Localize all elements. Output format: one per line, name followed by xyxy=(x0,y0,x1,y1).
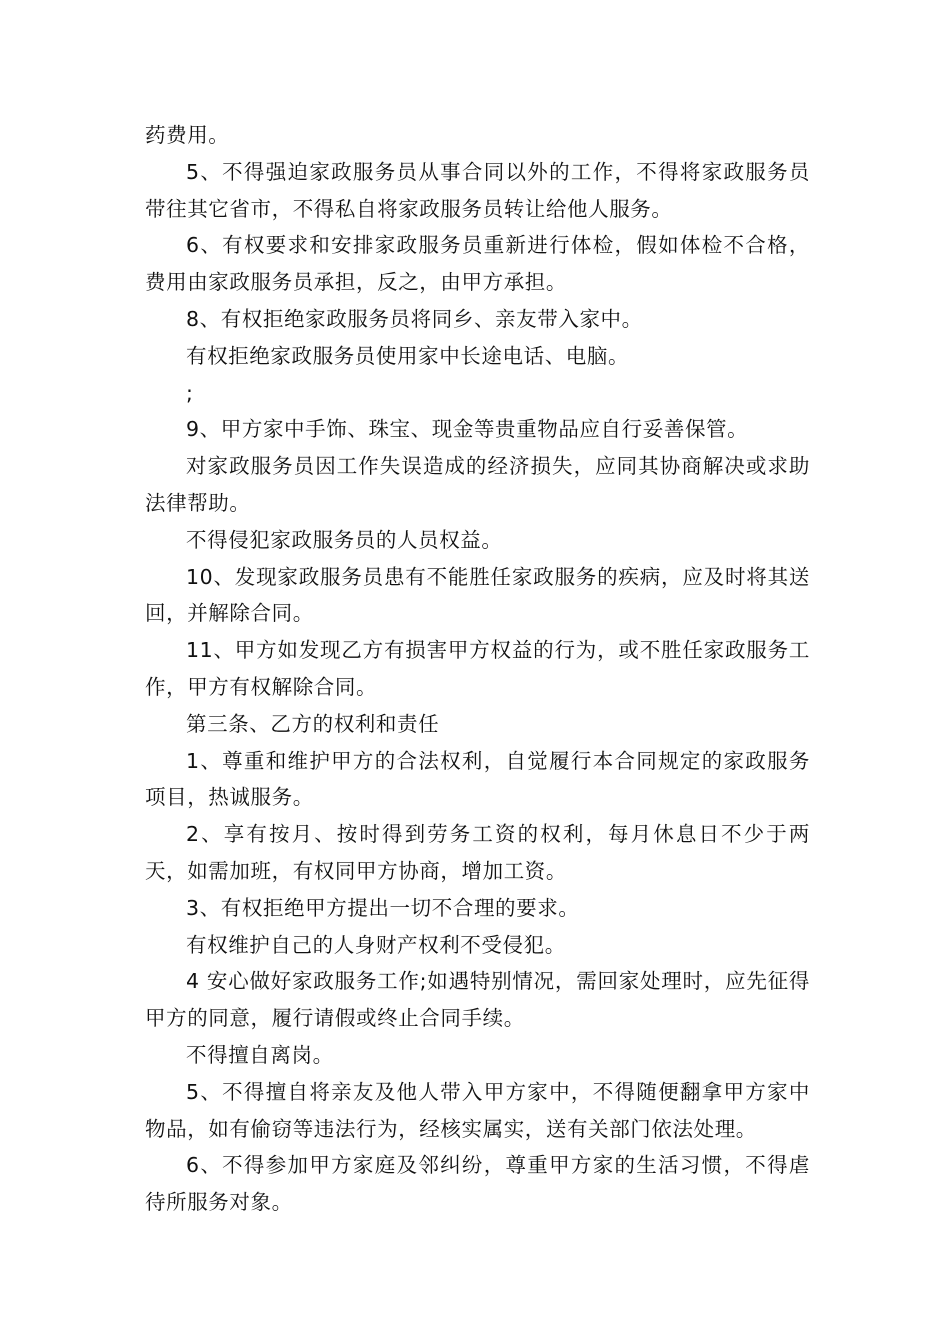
paragraph: 5、不得强迫家政服务员从事合同以外的工作，不得将家政服务员带往其它省市，不得私自将家政服务员转让给他人服务。 xyxy=(145,159,810,221)
paragraph: 2、享有按月、按时得到劳务工资的权利，每月休息日不少于两天，如需加班，有权同甲方协商，增加工资。 xyxy=(145,822,810,883)
paragraph: ; xyxy=(186,380,194,405)
paragraph: 不得擅自离岗。 xyxy=(186,1042,334,1067)
paragraph: 3、有权拒绝甲方提出一切不合理的要求。 xyxy=(186,895,580,920)
paragraph: 有权维护自己的人身财产权利不受侵犯。 xyxy=(186,932,566,957)
paragraph: 6、不得参加甲方家庭及邻纠纷，尊重甲方家的生活习惯，不得虐待所服务对象。 xyxy=(145,1153,810,1215)
paragraph: 5、不得擅自将亲友及他人带入甲方家中，不得随便翻拿甲方家中物品，如有偷窃等违法行为，经核实属实，送有关部门依法处理。 xyxy=(145,1079,810,1141)
paragraph: 8、有权拒绝家政服务员将同乡、亲友带入家中。 xyxy=(186,306,643,331)
paragraph: 1、尊重和维护甲方的合法权利，自觉履行本合同规定的家政服务项目，热诚服务。 xyxy=(145,748,810,810)
paragraph: 11、甲方如发现乙方有损害甲方权益的行为，或不胜任家政服务工作，甲方有权解除合同。 xyxy=(145,638,810,699)
document-body xyxy=(145,117,810,1221)
paragraph: 不得侵犯家政服务员的人员权益。 xyxy=(186,527,503,552)
paragraph: 10、发现家政服务员患有不能胜任家政服务的疾病，应及时将其送回，并解除合同。 xyxy=(145,564,810,626)
paragraph: 药费用。 xyxy=(145,123,230,147)
paragraph: 6、有权要求和安排家政服务员重新进行体检，假如体检不合格，费用由家政服务员承担，反之，由甲方承担。 xyxy=(145,233,810,295)
paragraph: 有权拒绝家政服务员使用家中长途电话、电脑。 xyxy=(186,343,630,368)
section-heading: 第三条、乙方的权利和责任 xyxy=(186,711,440,736)
paragraph: 9、甲方家中手饰、珠宝、现金等贵重物品应自行妥善保管。 xyxy=(186,417,749,442)
paragraph: 4 安心做好家政服务工作;如遇特别情况，需回家处理时，应先征得甲方的同意，履行请假或终止合同手续。 xyxy=(145,969,810,1031)
paragraph: 对家政服务员因工作失误造成的经济损失，应同其协商解决或求助法律帮助。 xyxy=(145,454,810,515)
